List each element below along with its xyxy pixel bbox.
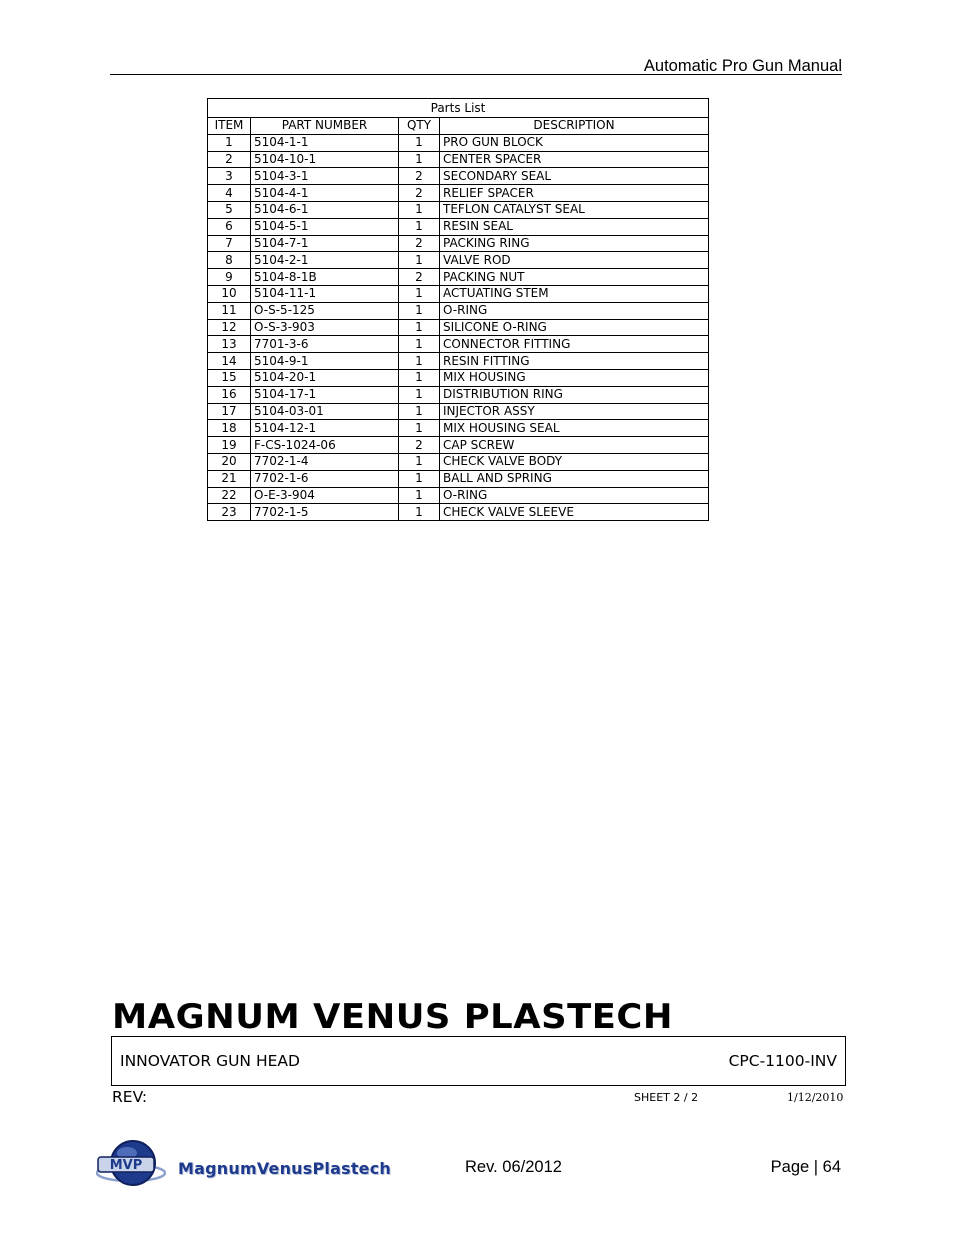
company-title: MAGNUM VENUS PLASTECH (112, 997, 674, 1037)
parts-list-body (208, 134, 709, 520)
table-row (208, 201, 709, 218)
cell-item: 15 (208, 369, 251, 386)
cell-item: 13 (208, 336, 251, 353)
cell-part-number: 5104-9-1 (251, 353, 399, 370)
cell-description: BALL AND SPRING (440, 470, 709, 487)
cell-part-number: 5104-6-1 (251, 201, 399, 218)
cell-item: 4 (208, 185, 251, 202)
cell-part-number: 7701-3-6 (251, 336, 399, 353)
column-header-item: ITEM (208, 118, 251, 135)
parts-list-caption: Parts List (208, 99, 709, 118)
table-row (208, 420, 709, 437)
cell-description: MIX HOUSING SEAL (440, 420, 709, 437)
cell-item: 20 (208, 453, 251, 470)
table-row (208, 353, 709, 370)
cell-qty: 1 (399, 285, 440, 302)
cell-item: 18 (208, 420, 251, 437)
cell-qty: 1 (399, 403, 440, 420)
cell-item: 23 (208, 504, 251, 521)
cell-part-number: 5104-11-1 (251, 285, 399, 302)
cell-item: 12 (208, 319, 251, 336)
table-row (208, 218, 709, 235)
cell-item: 1 (208, 134, 251, 151)
cell-qty: 2 (399, 185, 440, 202)
cell-description: ACTUATING STEM (440, 285, 709, 302)
cell-description: RESIN SEAL (440, 218, 709, 235)
table-row (208, 386, 709, 403)
cell-description: CAP SCREW (440, 437, 709, 454)
cell-description: INJECTOR ASSY (440, 403, 709, 420)
cell-description: MIX HOUSING (440, 369, 709, 386)
cell-part-number: 7702-1-5 (251, 504, 399, 521)
table-row (208, 319, 709, 336)
table-row (208, 487, 709, 504)
drawing-date: 1/12/2010 (787, 1091, 844, 1104)
cell-description: SILICONE O-RING (440, 319, 709, 336)
cell-part-number: 7702-1-4 (251, 453, 399, 470)
cell-item: 11 (208, 302, 251, 319)
cell-description: O-RING (440, 302, 709, 319)
table-row (208, 151, 709, 168)
cell-part-number: 5104-7-1 (251, 235, 399, 252)
header-divider (110, 74, 842, 75)
cell-item: 5 (208, 201, 251, 218)
cell-qty: 1 (399, 420, 440, 437)
logo-wordmark: MagnumVenusPlastech (178, 1159, 391, 1178)
cell-qty: 2 (399, 168, 440, 185)
cell-description: CHECK VALVE BODY (440, 453, 709, 470)
cell-item: 10 (208, 285, 251, 302)
table-row (208, 336, 709, 353)
cell-part-number: 5104-17-1 (251, 386, 399, 403)
cell-part-number: O-S-3-903 (251, 319, 399, 336)
cell-part-number: F-CS-1024-06 (251, 437, 399, 454)
table-row (208, 369, 709, 386)
cell-qty: 1 (399, 319, 440, 336)
table-row (208, 252, 709, 269)
cell-qty: 2 (399, 437, 440, 454)
cell-description: PACKING RING (440, 235, 709, 252)
mvp-logo-icon (96, 1133, 166, 1195)
cell-part-number: 5104-3-1 (251, 168, 399, 185)
cell-item: 8 (208, 252, 251, 269)
column-header-part-number: PART NUMBER (251, 118, 399, 135)
cell-description: VALVE ROD (440, 252, 709, 269)
logo-mark-text: MVP (109, 1158, 143, 1173)
cell-part-number: 5104-5-1 (251, 218, 399, 235)
table-row (208, 453, 709, 470)
cell-description: RESIN FITTING (440, 353, 709, 370)
cell-description: PACKING NUT (440, 269, 709, 286)
table-row (208, 302, 709, 319)
cell-description: CONNECTOR FITTING (440, 336, 709, 353)
cell-qty: 1 (399, 151, 440, 168)
table-row (208, 134, 709, 151)
drawing-name: INNOVATOR GUN HEAD (120, 1052, 300, 1070)
cell-qty: 1 (399, 453, 440, 470)
sheet-number: SHEET 2 / 2 (634, 1091, 699, 1104)
cell-item: 6 (208, 218, 251, 235)
cell-qty: 1 (399, 252, 440, 269)
cell-qty: 2 (399, 269, 440, 286)
table-row (208, 235, 709, 252)
cell-item: 16 (208, 386, 251, 403)
parts-list-header-row (208, 118, 709, 135)
table-row (208, 285, 709, 302)
cell-part-number: 5104-20-1 (251, 369, 399, 386)
cell-item: 2 (208, 151, 251, 168)
cell-qty: 1 (399, 218, 440, 235)
cell-qty: 1 (399, 470, 440, 487)
cell-item: 22 (208, 487, 251, 504)
cell-qty: 1 (399, 386, 440, 403)
cell-qty: 1 (399, 353, 440, 370)
cell-part-number: 5104-03-01 (251, 403, 399, 420)
cell-item: 14 (208, 353, 251, 370)
cell-description: PRO GUN BLOCK (440, 134, 709, 151)
table-row (208, 470, 709, 487)
cell-part-number: 5104-12-1 (251, 420, 399, 437)
table-row (208, 504, 709, 521)
cell-description: DISTRIBUTION RING (440, 386, 709, 403)
cell-description: SECONDARY SEAL (440, 168, 709, 185)
table-row (208, 403, 709, 420)
cell-item: 21 (208, 470, 251, 487)
cell-qty: 1 (399, 487, 440, 504)
footer-revision: Rev. 06/2012 (465, 1158, 562, 1176)
cell-item: 17 (208, 403, 251, 420)
cell-item: 9 (208, 269, 251, 286)
cell-description: CENTER SPACER (440, 151, 709, 168)
column-header-description: DESCRIPTION (440, 118, 709, 135)
table-row (208, 437, 709, 454)
table-row (208, 168, 709, 185)
drawing-number: CPC-1100-INV (728, 1052, 837, 1070)
manual-title: Automatic Pro Gun Manual (643, 57, 842, 75)
cell-qty: 1 (399, 302, 440, 319)
cell-part-number: 5104-10-1 (251, 151, 399, 168)
cell-item: 3 (208, 168, 251, 185)
cell-part-number: 5104-8-1B (251, 269, 399, 286)
cell-part-number: 5104-4-1 (251, 185, 399, 202)
cell-part-number: 5104-1-1 (251, 134, 399, 151)
cell-part-number: O-S-5-125 (251, 302, 399, 319)
rev-label: REV: (112, 1088, 148, 1106)
footer-page-number: Page | 64 (770, 1158, 841, 1176)
cell-qty: 1 (399, 201, 440, 218)
cell-description: O-RING (440, 487, 709, 504)
cell-description: CHECK VALVE SLEEVE (440, 504, 709, 521)
table-row (208, 185, 709, 202)
cell-item: 19 (208, 437, 251, 454)
cell-part-number: 7702-1-6 (251, 470, 399, 487)
cell-part-number: 5104-2-1 (251, 252, 399, 269)
drawing-title-box (111, 1036, 846, 1086)
cell-qty: 1 (399, 369, 440, 386)
cell-description: RELIEF SPACER (440, 185, 709, 202)
cell-qty: 1 (399, 134, 440, 151)
cell-description: TEFLON CATALYST SEAL (440, 201, 709, 218)
table-row (208, 269, 709, 286)
cell-part-number: O-E-3-904 (251, 487, 399, 504)
column-header-qty: QTY (399, 118, 440, 135)
parts-list-table (207, 98, 709, 521)
cell-qty: 1 (399, 504, 440, 521)
cell-item: 7 (208, 235, 251, 252)
cell-qty: 2 (399, 235, 440, 252)
cell-qty: 1 (399, 336, 440, 353)
